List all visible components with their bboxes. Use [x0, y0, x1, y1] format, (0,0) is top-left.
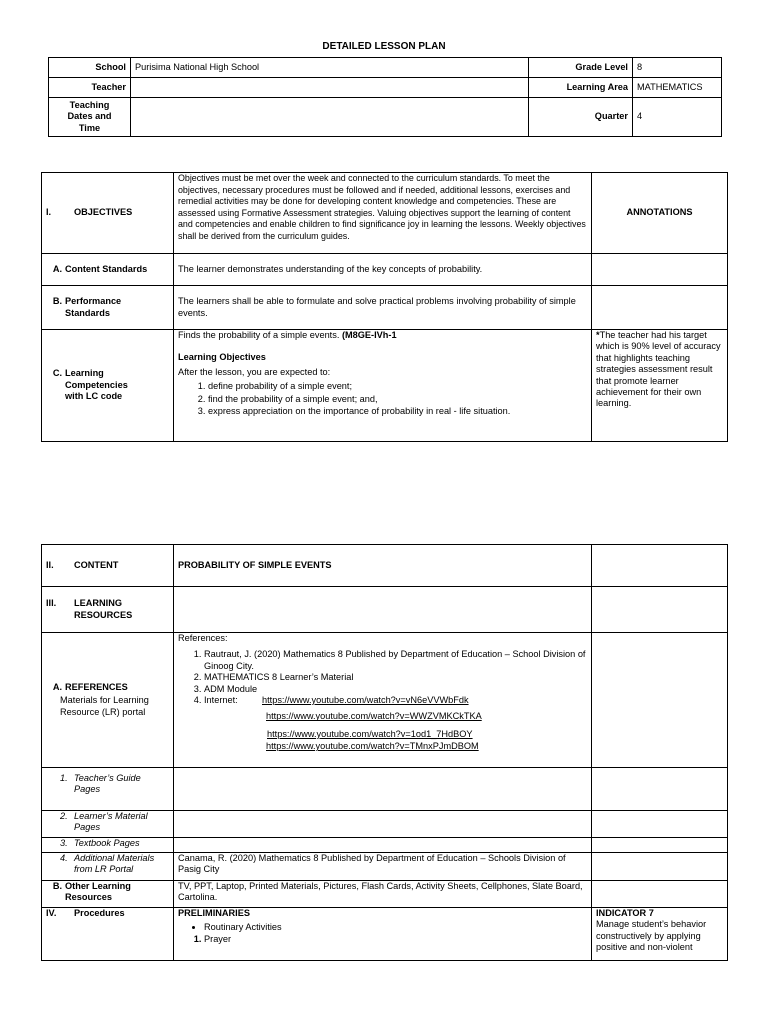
list-item: 2. find the probability of a simple event; and,	[208, 394, 587, 405]
learning-objectives-heading: Learning Objectives	[178, 352, 266, 363]
learning-resources-annotation	[592, 587, 728, 633]
youtube-link[interactable]: https://www.youtube.com/watch?v=vN6eVVWbFdk	[262, 695, 469, 706]
additional-materials-text: Canama, R. (2020) Mathematics 8 Published by Department of Education – Schools Division of Pasig City	[174, 853, 592, 881]
dates-value	[131, 98, 529, 137]
item-label: Textbook Pages	[74, 838, 140, 848]
quarter-label: Quarter	[529, 98, 633, 137]
indicator-annotation	[592, 908, 728, 961]
youtube-link-row	[178, 741, 587, 752]
references-label	[42, 633, 174, 768]
item-label-line: Learner’s Material	[74, 811, 148, 821]
content-heading	[42, 545, 174, 587]
quarter-value: 4	[633, 98, 722, 137]
section-number: IV.	[46, 908, 57, 918]
school-value: Purisima National High School	[131, 58, 529, 78]
lc-code: (M8GE-IVh-1	[341, 330, 397, 340]
learning-area-label: Learning Area	[529, 78, 633, 98]
learning-resources-text	[174, 587, 592, 633]
row-label-line: Standards	[65, 307, 110, 318]
annotation-star: *	[596, 330, 600, 340]
preliminaries-heading: PRELIMINARIES	[178, 908, 250, 918]
content-label: CONTENT	[74, 559, 119, 570]
row-label-line: Learning	[65, 368, 104, 379]
section-number: II.	[46, 559, 54, 570]
grade-level-value: 8	[633, 58, 722, 78]
textbook-pages-value	[174, 838, 592, 853]
performance-standards-annotation	[592, 286, 728, 330]
objectives-table	[41, 172, 728, 442]
list-item-text: Prayer	[204, 933, 232, 944]
dates-label-line: Dates and	[67, 111, 112, 122]
teacher-label: Teacher	[49, 78, 131, 98]
content-annotation	[592, 545, 728, 587]
item-number: 3.	[60, 838, 68, 848]
youtube-link[interactable]: https://www.youtube.com/watch?v=WWZVMKCkTKA	[266, 711, 482, 722]
references-annotation	[592, 633, 728, 768]
dates-label	[49, 98, 131, 137]
list-item: 3. ADM Module	[204, 684, 587, 695]
row-label: Content Standards	[65, 263, 148, 274]
procedures-label: Procedures	[74, 908, 125, 918]
internet-label: Internet:	[204, 695, 238, 706]
dates-label-line: Teaching	[69, 99, 110, 110]
item-label-line: Pages	[74, 822, 101, 833]
teachers-guide-label	[42, 768, 174, 811]
references-list	[178, 649, 587, 706]
row-label-line: Resources	[65, 892, 112, 903]
row-label: REFERENCES	[65, 681, 128, 692]
youtube-link[interactable]: https://www.youtube.com/watch?v=TMnxPJmDBOM	[266, 741, 479, 752]
teachers-guide-value	[174, 768, 592, 811]
list-item: 3. express appreciation on the importance of probability in real - life situation.	[208, 406, 587, 417]
row-letter: A.	[52, 263, 62, 274]
list-item: 2. MATHEMATICS 8 Learner’s Material	[204, 672, 587, 683]
content-standards-annotation	[592, 254, 728, 286]
list-item: 1. define probability of a simple event;	[208, 381, 587, 392]
teachers-guide-annotation	[592, 768, 728, 811]
item-label-line: Additional Materials	[74, 853, 155, 863]
header-table	[48, 57, 722, 137]
lc-annotation	[592, 330, 728, 442]
procedures-heading	[42, 908, 174, 961]
other-resources-label	[42, 881, 174, 908]
row-letter: C.	[52, 368, 62, 379]
additional-materials-label	[42, 853, 174, 881]
objectives-text: Objectives must be met over the week and connected to the curriculum standards. To meet the objectives, necessary procedures must be followed and if needed, additional lessons, exercises and remedial activities may be done for developing content knowledge and competencies. These are assessed using Formative Assessment strategies. Valuing objectives support the learning of content and competencies and enable children to find significance joy in learning the lessons. Weekly objectives shall be derived from the curriculum guides.	[174, 173, 592, 254]
row-label-line: Other Learning	[65, 881, 131, 891]
youtube-link-row	[178, 711, 587, 722]
procedures-content	[174, 908, 592, 961]
learning-area-value: MATHEMATICS	[633, 78, 722, 98]
row-letter: A.	[52, 681, 62, 692]
section-number: I.	[46, 207, 52, 218]
performance-standards-label	[42, 286, 174, 330]
sublabel-line: Materials for Learning	[60, 695, 149, 706]
references-sublabel	[46, 695, 169, 718]
other-resources-annotation	[592, 881, 728, 908]
heading-line: LEARNING	[74, 598, 122, 609]
learning-competencies-label	[42, 330, 174, 442]
row-label-line: Performance	[65, 296, 122, 307]
lc-text: Finds the probability of a simple events.	[178, 330, 340, 340]
list-item	[204, 934, 587, 945]
references-content	[174, 633, 592, 768]
content-text: PROBABILITY OF SIMPLE EVENTS	[174, 545, 592, 587]
textbook-pages-annotation	[592, 838, 728, 853]
teacher-value	[131, 78, 529, 98]
item-label-line: Teacher’s Guide	[74, 773, 141, 783]
dates-label-line: Time	[78, 122, 101, 133]
preliminaries-numbered	[178, 934, 587, 945]
page-title: DETAILED LESSON PLAN	[322, 41, 446, 52]
heading-line: RESOURCES	[74, 609, 133, 620]
item-number: 2.	[60, 811, 68, 821]
references-heading: References:	[178, 633, 228, 643]
other-resources-text: TV, PPT, Laptop, Printed Materials, Pictures, Flash Cards, Activity Sheets, Cellphones, Slate Board, Cartolina.	[174, 881, 592, 908]
item-number: 4.	[60, 853, 68, 863]
content-standards-text: The learner demonstrates understanding of the key concepts of probability.	[174, 254, 592, 286]
learners-material-value	[174, 811, 592, 838]
row-letter: B.	[52, 296, 62, 307]
learners-material-label	[42, 811, 174, 838]
content-standards-label	[42, 254, 174, 286]
content-table	[41, 544, 728, 961]
grade-level-label: Grade Level	[529, 58, 633, 78]
annotations-header: ANNOTATIONS	[592, 173, 728, 254]
objectives-heading	[42, 173, 174, 254]
section-number: III.	[46, 598, 57, 609]
row-label-line: with LC code	[65, 391, 123, 402]
textbook-pages-label	[42, 838, 174, 853]
objectives-label: OBJECTIVES	[74, 207, 133, 218]
learning-objectives-list	[178, 381, 587, 417]
list-item: • Routinary Activities	[204, 922, 587, 933]
youtube-link-row	[178, 729, 587, 740]
list-item: 1. Rautraut, J. (2020) Mathematics 8 Published by Department of Education – School Division of Ginoog City.	[204, 649, 587, 672]
performance-standards-text: The learners shall be able to formulate and solve practical problems involving probability of simple events.	[174, 286, 592, 330]
sublabel-line: Resource (LR) portal	[60, 706, 146, 717]
item-label-line: from LR Portal	[74, 864, 134, 875]
learners-material-annotation	[592, 811, 728, 838]
learning-competencies-content	[174, 330, 592, 442]
item-label-line: Pages	[74, 784, 101, 795]
annotation-text: The teacher had his target which is 90% level of accuracy that highlights teaching strategies assessment result that promote learner achievement for their own learning.	[596, 330, 721, 409]
indicator-text: Manage student’s behavior constructively by applying positive and non-violent	[596, 919, 707, 953]
indicator-label: INDICATOR 7	[596, 908, 654, 918]
list-item	[204, 695, 587, 706]
youtube-link[interactable]: https://www.youtube.com/watch?v=1od1_7HdBOY	[267, 728, 473, 739]
additional-materials-annotation	[592, 853, 728, 881]
preliminaries-bullets	[178, 922, 587, 933]
row-label-line: Competencies	[65, 379, 128, 390]
school-label: School	[49, 58, 131, 78]
learning-resources-heading	[42, 587, 174, 633]
learning-objectives-intro: After the lesson, you are expected to:	[178, 366, 331, 377]
row-letter: B.	[52, 881, 62, 891]
item-number: 1.	[60, 773, 68, 783]
